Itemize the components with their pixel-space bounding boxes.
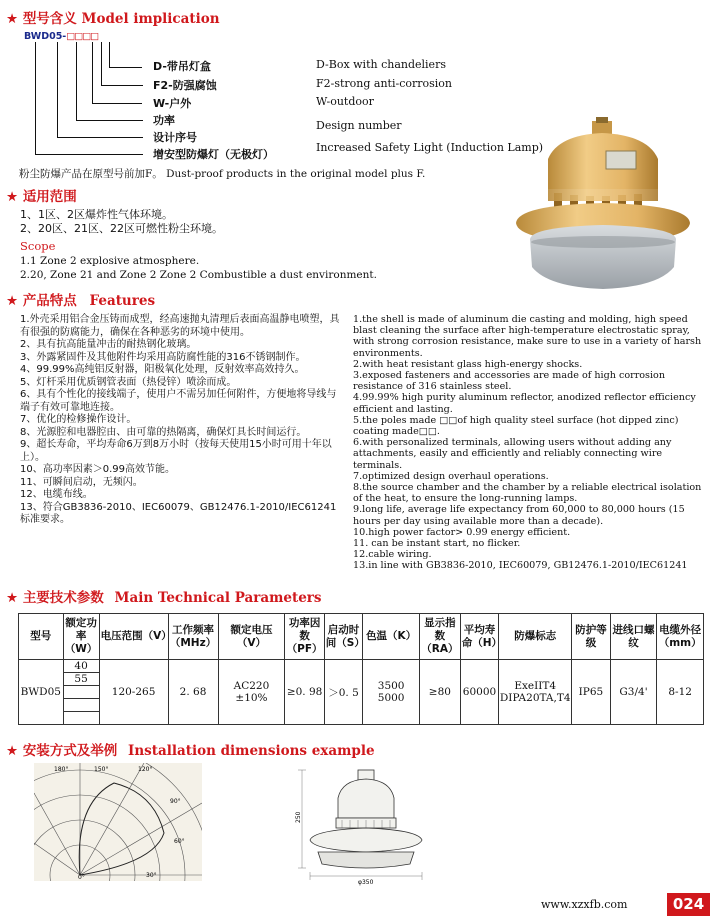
page-number: 024 — [667, 893, 710, 916]
model-row-3: W-户外 — [153, 97, 192, 110]
th-thread: 进线口螺纹 — [610, 614, 657, 660]
cell-thread: G3/4' — [610, 660, 657, 725]
th-frequency: 工作频率（MHz） — [168, 614, 218, 660]
cell-voltage-range: 120-265 — [99, 660, 168, 725]
dimension-drawing — [292, 768, 442, 886]
footer-url: www.xzxfb.com — [541, 898, 628, 911]
install-title-cn: 安装方式及举例 — [22, 743, 118, 759]
feature-cn-6: 6、具有个性化的接线端子，使用户不需另加任何附件，方便地将导线与端子有效可靠地连接。 — [20, 389, 337, 413]
cell-ex-mark: ExeIIT4 DIPA20TA,T4 — [499, 660, 572, 725]
cell-ip: IP65 — [572, 660, 611, 725]
th-life: 平均寿命（H） — [460, 614, 499, 660]
model-row-5: 设计序号 — [153, 131, 197, 144]
features-title-cn: 产品特点 — [22, 293, 77, 309]
cell-power-1: 40 — [63, 660, 99, 673]
model-row-1-en: D-Box with chandeliers — [316, 58, 446, 71]
feature-cn-12: 12、电缆布线。 — [20, 489, 93, 500]
scope-items-en: 1.1 Zone 2 explosive atmosphere. 2.20, Zone 21 and Zone 2 Zone 2 Combustible a dust environment. — [20, 255, 377, 281]
cell-cable: 8-12 — [657, 660, 704, 725]
feature-en-3: 3.exposed fasteners and accessories are made of high corrosion resistance of 316 stainless steel. — [353, 370, 666, 393]
feature-en-13: 13.in line with GB3836-2010, IEC60079, GB12476.1-2010/IEC61241 — [353, 560, 688, 572]
model-row-2-en: F2-strong anti-corrosion — [316, 77, 453, 90]
feature-en-6: 6.with personalized terminals, allowing users without adding any attachments, easily and efficiently and reliably connecting wire terminals. — [353, 437, 672, 471]
cell-start: ＞0. 5 — [324, 660, 363, 725]
model-code-text: BWD05- — [24, 31, 67, 42]
light-distribution-diagram — [34, 763, 202, 881]
feature-en-2: 2.with heat resistant glass high-energy shocks. — [353, 358, 583, 370]
model-code — [24, 31, 98, 42]
polar-label-30: 30° — [146, 872, 157, 879]
star-icon: ★ — [6, 743, 19, 759]
model-row-2: F2-防强腐蚀 — [153, 79, 217, 92]
feature-en-9: 9.long life, average life expectancy from 60,000 to 80,000 hours (15 hours per day using available more than a decade). — [353, 504, 685, 527]
cell-power-5 — [63, 712, 99, 725]
th-rated-voltage: 额定电压（V） — [218, 614, 285, 660]
features-list-cn — [20, 314, 340, 527]
feature-en-4: 4.99.99% high purity aluminum reflector, anodized reflector efficiency efficient and lasting. — [353, 392, 696, 415]
feature-cn-5: 5、灯杆采用优质钢管表面（热侵锌）喷涂而成。 — [20, 376, 237, 388]
model-row-1: D-带吊灯盒 — [153, 60, 211, 73]
feature-en-10: 10.high power factor> 0.99 energy efficient. — [353, 526, 571, 538]
th-pf: 功率因数（PF） — [285, 614, 324, 660]
feature-cn-3: 3、外露紧固件及其他附件均采用高防腐性能的316不锈钢制作。 — [20, 351, 306, 363]
polar-label-150: 150° — [94, 766, 109, 773]
th-ra: 显示指数（RA） — [420, 614, 461, 660]
params-title-cn: 主要技术参数 — [22, 590, 104, 606]
model-title-cn: 型号含义 — [22, 11, 77, 27]
polar-label-180: 180° — [54, 766, 69, 773]
dim-height-label: 250 — [295, 811, 302, 823]
scope-items-cn: 1、1区、2区爆炸性气体环境。 2、20区、21区、22区可燃性粉尘环境。 — [20, 208, 223, 235]
features-list-en — [353, 314, 703, 572]
polar-label-90: 90° — [170, 798, 181, 805]
th-cable: 电缆外径（mm） — [657, 614, 704, 660]
th-ip: 防护等级 — [572, 614, 611, 660]
dim-width-label: φ350 — [358, 879, 374, 886]
star-icon: ★ — [6, 293, 19, 309]
cell-power-3 — [63, 686, 99, 699]
model-title-en: Model implication — [81, 11, 220, 27]
cell-frequency: 2. 68 — [168, 660, 218, 725]
feature-cn-11: 11、可瞬间启动，无频闪。 — [20, 476, 143, 488]
params-table — [18, 613, 704, 725]
feature-cn-13: 13、符合GB3836-2010、IEC60079、GB12476.1-2010/IEC61241标准要求。 — [20, 501, 337, 525]
feature-en-7: 7.optimized design overhaul operations. — [353, 470, 549, 482]
model-code-boxes: □□□□ — [66, 31, 99, 42]
feature-cn-2: 2、具有抗高能量冲击的耐热钢化玻璃。 — [20, 339, 197, 350]
feature-en-8: 8.the source chamber and the chamber by a reliable electrical isolation of the heat, to ensure the long-running lamps. — [353, 482, 702, 505]
cell-color-temp: 3500 5000 — [363, 660, 420, 725]
feature-cn-7: 7、优化的检修操作设计。 — [20, 414, 137, 425]
cell-life: 60000 — [460, 660, 499, 725]
lamp-product-image — [508, 117, 698, 292]
feature-cn-4: 4、99.99%高纯铝反射器，阳极氧化处理，反射效率高效持久。 — [20, 364, 305, 375]
scope-section-heading — [6, 185, 77, 205]
feature-en-5: 5.the poles made □□of high quality steel surface (hot dipped zinc) coating made□□. — [353, 414, 679, 438]
scope-title-cn: 适用范围 — [22, 189, 77, 205]
polar-label-120: 120° — [138, 766, 153, 773]
features-section-heading — [6, 289, 155, 309]
model-row-6-en: Increased Safety Light (Induction Lamp) — [316, 141, 544, 154]
install-title-en: Installation dimensions example — [128, 743, 375, 759]
model-row-3-en: W-outdoor — [316, 95, 374, 108]
polar-label-60: 60° — [174, 838, 185, 845]
model-row-5-en: Design number — [316, 119, 402, 132]
cell-pf: ≥0. 98 — [285, 660, 324, 725]
model-row-4: 功率 — [153, 114, 175, 127]
polar-label-0: 0° — [78, 874, 85, 881]
params-section-heading — [6, 586, 322, 606]
star-icon: ★ — [6, 590, 19, 606]
feature-cn-1: 1.外壳采用铝合金压铸而成型，经高速抛丸清理后表面高温静电喷塑，具有很强的防腐能力，确保在各种恶劣的环境中使用。 — [20, 314, 340, 338]
th-power: 额定功率（W） — [63, 614, 99, 660]
scope-label: Scope — [20, 239, 56, 253]
cell-ra: ≥80 — [420, 660, 461, 725]
params-header-row — [19, 614, 704, 660]
cell-rated-voltage: AC220 ±10% — [218, 660, 285, 725]
feature-cn-10: 10、高功率因素＞0.99高效节能。 — [20, 464, 175, 475]
cell-power-4 — [63, 699, 99, 712]
feature-cn-9: 9、超长寿命，平均寿命6万到8万小时（按每天使用15小时可用十年以上）。 — [20, 439, 332, 463]
th-start: 启动时间（S） — [324, 614, 363, 660]
dust-proof-note: 粉尘防爆产品在原型号前加F。 Dust-proof products in the original model plus F. — [19, 168, 426, 180]
model-section-heading — [6, 7, 220, 27]
star-icon: ★ — [6, 11, 19, 27]
th-color-temp: 色温（K） — [363, 614, 420, 660]
cell-model: BWD05 — [19, 660, 64, 725]
feature-en-11: 11. can be instant start, no flicker. — [353, 538, 521, 550]
features-title-en: Features — [89, 293, 156, 309]
params-title-en: Main Technical Parameters — [114, 590, 322, 606]
th-model: 型号 — [19, 614, 64, 660]
th-ex-mark: 防爆标志 — [499, 614, 572, 660]
feature-en-1: 1.the shell is made of aluminum die casting and molding, high speed blast cleaning the surface after high-temperature electrostatic spray, with strong corrosion resistance, make sure to use in a variety of harsh environments. — [353, 314, 702, 359]
model-row-6: 增安型防爆灯（无极灯） — [153, 148, 274, 161]
feature-cn-8: 8、光源腔和电器腔由、由可靠的热隔离，确保灯具长时间运行。 — [20, 426, 307, 438]
star-icon: ★ — [6, 189, 19, 205]
install-section-heading — [6, 739, 375, 759]
cell-power-2: 55 — [63, 673, 99, 686]
feature-en-12: 12.cable wiring. — [353, 549, 432, 561]
th-voltage-range: 电压范围（V） — [99, 614, 168, 660]
